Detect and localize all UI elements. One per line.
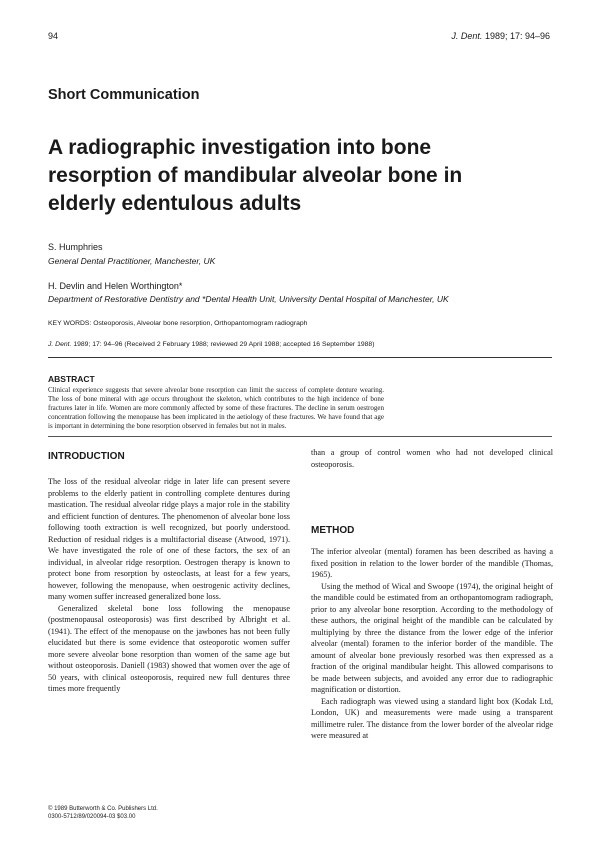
citation-line (48, 341, 374, 348)
page-number: 94 (48, 31, 59, 41)
journal-name: J. Dent. (451, 31, 483, 41)
method-paragraph-1: The inferior alveolar (mental) foramen has been described as having a fixed position in relation to the lower border of the mandible (Thomas, 1965). (311, 547, 553, 579)
right-column (311, 546, 553, 742)
article-title: A radiographic investigation into bone resorption of mandibular alveolar bone in elderly edentulous adults (48, 136, 463, 215)
method-heading: METHOD (311, 525, 355, 536)
citation-details: 1989; 17: 94–96 (Received 2 February 1988; reviewed 29 April 1988; accepted 16 September 1988) (73, 341, 375, 348)
header-divider (48, 357, 552, 358)
author-line-2: H. Devlin and Helen Worthington* (48, 281, 183, 291)
copyright-line-1: © 1989 Butterworth & Co. Publishers Ltd. (48, 806, 158, 812)
right-column-continuation (311, 447, 553, 470)
keywords: KEY WORDS: Osteoporosis, Alveolar bone resorption, Orthopantomogram radiograph (48, 320, 308, 327)
intro-paragraph-1: The loss of the residual alveolar ridge in later life can present severe problems to the elderly patient in controlling complete dentures during mastication. The residual alveolar ridge plays a major role in the stability and efficient function of dentures. The phenomenon of alveolar bone loss following tooth extraction is well recognized, but poorly understood. Reduction of residual ridges is a multifactorial disease (Atwood, 1971). We have investigated the role of one of these factors, the sex of an individual, in alveolar ridge resorption. Oestrogen therapy is known to protect bone from resorption by osteoclasts, at least for a few years, however, following the menopause, when oestrogenic activity declines, many women suffer increased generalized bone loss. (48, 477, 290, 601)
affiliation-2: Department of Restorative Dentistry and *Dental Health Unit, University Dental Hospital of Manchester, UK (48, 294, 449, 304)
citation-journal: J. Dent. (48, 341, 72, 348)
section-label: Short Communication (48, 87, 200, 103)
affiliation-1: General Dental Practitioner, Manchester, UK (48, 256, 216, 266)
author-line-1: S. Humphries (48, 242, 103, 252)
left-column (48, 476, 290, 695)
copyright-line-2: 0300-5712/89/020094-03 $03.00 (48, 814, 136, 820)
journal-volume: 1989; 17: 94–96 (484, 31, 550, 41)
method-paragraph-2: Using the method of Wical and Swoope (1974), the original height of the mandible could be estimated from an orthopantomogram radiograph, prior to any alveolar bone resorption. According to the methodology of these authors, the original height of the mandible can be calculated by multiplying by three the distance from the lower edge of the inferior alveolar (mental) foramen to the inferior border of the mandible. The amount of alveolar bone previously resorbed was then expressed as a fraction of the original mandibular height. This allowed comparisons to be made between subjects, and avoided any error due to radiographic magnification or distortion. (311, 581, 553, 694)
method-paragraph-3: Each radiograph was viewed using a standard light box (Kodak Ltd, London, UK) and measurements were made using a transparent millimetre ruler. The distance from the lower border of the alveolar ridge were measured at (311, 696, 553, 740)
abstract-text: Clinical experience suggests that severe alveolar bone resorption can limit the success of complete denture wearing. The loss of bone mineral with age occurs throughout the skeleton, which contributes to the high incidence of bone fractures later in life. Women are more commonly affected by some of these fractures. The decline in serum oestrogen concentration following the menopause has been implicated in the aetiology of these fractures. We have found that age is important in determining the bone resorption observed in females but not in males. (48, 386, 384, 431)
journal-reference (451, 31, 550, 41)
abstract-divider (48, 436, 552, 437)
copyright-notice (48, 805, 158, 821)
abstract-heading: ABSTRACT (48, 374, 95, 384)
intro-paragraph-2: Generalized skeletal bone loss following the menopause (postmenopausal osteoporosis) was first described by Albright et al. (1941). The effect of the menopause on the jawbones has not been fully elucidated but there is some evidence that osteoporotic women suffer more severe alveolar bone resorption than women of the same age but without osteoporosis. Daniell (1983) showed that women over the age of 50 years, with clinical osteoporosis, required new full dentures three times more frequently (48, 603, 290, 693)
intro-continuation: than a group of control women who had not developed clinical osteoporosis. (311, 448, 553, 469)
introduction-heading: INTRODUCTION (48, 451, 125, 462)
